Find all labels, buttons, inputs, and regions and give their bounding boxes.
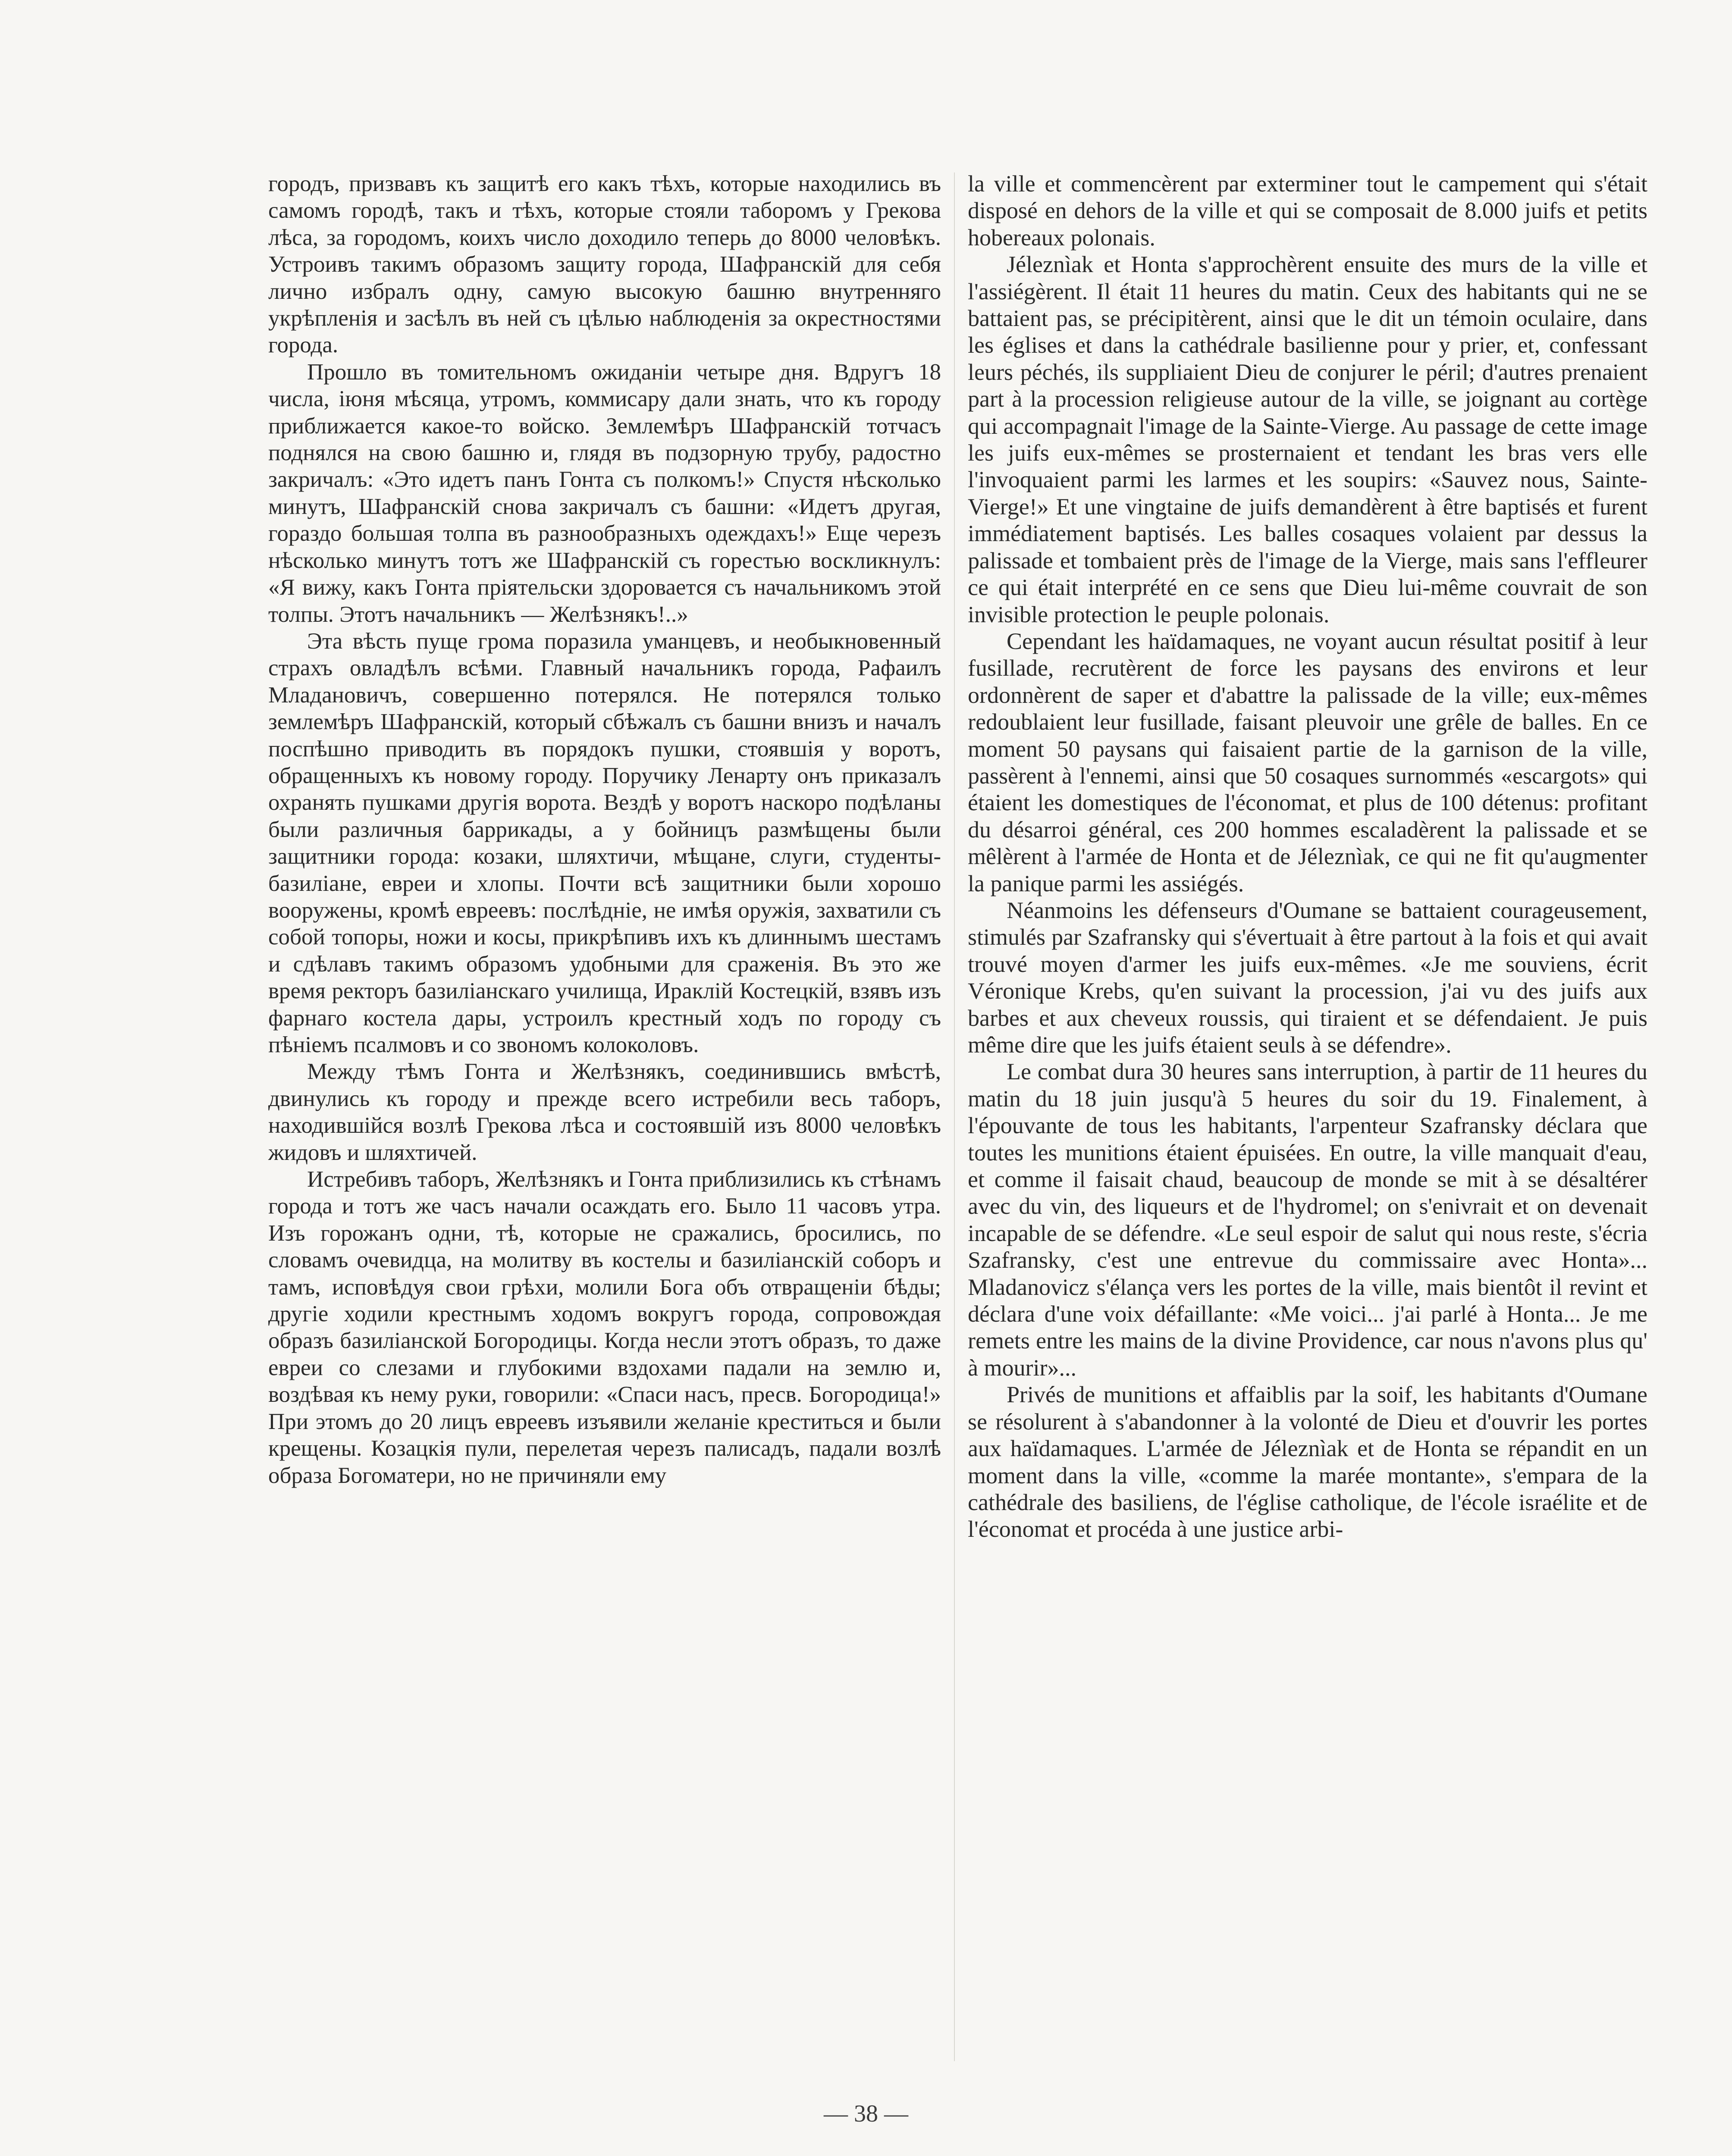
left-column-russian <box>268 170 941 1489</box>
right-paragraph-1: la ville et commencèrent par exterminer tout le campement qui s'était disposé en dehors de la ville et qui se composait de 8.000 juifs et petits hobereaux polonais. <box>968 171 1647 251</box>
right-paragraph-5: Le combat dura 30 heures sans interruption, à partir de 11 heures du matin du 18 juin jusqu'à 5 heures du soir du 19. Finalement, à l'épouvante de tous les habitants, l'arpenteur Szafransky déclara que toutes les munitions étaient épuisées. En outre, la ville manquait d'eau, et comme il faisait chaud, beaucoup de monde se mit à se désaltérer avec du vin, des liqueurs et de l'hydromel; on s'enivrait et on devenait incapable de se défendre. «Le seul espoir de salut qui nous reste, s'écria Szafransky, c'est une entrevue du commissaire avec Honta»... Mladanovicz s'élança vers les portes de la ville, mais bientôt il revint et déclara d'une voix défaillante: «Me voici... j'ai parlé à Honta... Je me remets entre les mains de la divine Providence, car nous n'avons plus qu' à mourir»... <box>968 1059 1647 1381</box>
column-divider <box>954 172 955 2061</box>
left-paragraph-3: Эта вѣсть пуще грома поразила уманцевъ, и необыкновенный страхъ овладѣлъ всѣми. Главный начальникъ города, Рафаилъ Младановичъ, совершенно потерялся. Не потерялся только землемѣръ Шафранскій, который сбѣжалъ съ башни внизъ и началъ поспѣшно приводить въ порядокъ пушки, стоявшія у воротъ, обращенныхъ къ новому городу. Поручику Ленарту онъ приказалъ охранять пушками другія ворота. Вездѣ у воротъ наскоро подѣланы были различныя баррикады, а у бойницъ размѣщены были защитники города: козаки, шляхтичи, мѣщане, слуги, студенты-базиліане, евреи и хлопы. Почти всѣ защитники были хорошо вооружены, кромѣ евреевъ: послѣдніе, не имѣя оружія, захватили съ собой топоры, ножи и косы, прикрѣпивъ ихъ къ длиннымъ шестамъ и сдѣлавъ такимъ образомъ удобными для сраженія. Въ это же время ректоръ базиліанскаго училища, Ираклій Костецкій, взявъ изъ фарнаго костела дары, устроилъ крестный ходъ по городу съ пѣніемъ псалмовъ и со звономъ колоколовъ. <box>268 628 941 1057</box>
right-column-french <box>968 170 1647 1543</box>
right-paragraph-6: Privés de munitions et affaiblis par la soif, les habitants d'Oumane se résolurent à s'abandonner à la volonté de Dieu et d'ouvrir les portes aux haïdamaques. L'armée de Jéleznìak et de Honta se répandit en un moment dans la ville, «comme la marée montante», s'empara de la cathédrale des basiliens, de l'église catholique, de l'école israélite et de l'économat et procéda à une justice arbi- <box>968 1382 1647 1542</box>
right-paragraph-2: Jéleznìak et Honta s'approchèrent ensuite des murs de la ville et l'assiégèrent. Il était 11 heures du matin. Ceux des habitants qui ne se battaient pas, se précipitèrent, ainsi que le dit un témoin oculaire, dans les églises et dans la cathédrale basilienne pour y prier, et, confessant leurs péchés, ils suppliaient Dieu de conjurer le péril; d'autres prenaient part à la procession religieuse autour de la ville, se joignant au cortège qui accompagnait l'image de la Sainte-Vierge. Au passage de cette image les juifs eux-mêmes se prosternaient et tendant les bras vers elle l'invoquaient parmi les larmes et les soupirs: «Sauvez nous, Sainte-Vierge!» Et une vingtaine de juifs demandèrent à être baptisés et furent immédiatement baptisés. Les balles cosaques volaient par dessus la palissade et tombaient près de l'image de la Vierge, mais sans l'effleurer ce qui était interprété en ce sens que Dieu lui-même couvrait de son invisible protection le peuple polonais. <box>968 251 1647 627</box>
left-paragraph-1: городъ, призвавъ къ защитѣ его какъ тѣхъ, которые находились въ самомъ городѣ, такъ и тѣхъ, которые стояли таборомъ у Грекова лѣса, за городомъ, коихъ число доходило теперь до 8000 человѣкъ. Устроивъ такимъ образомъ защиту города, Шафранскій для себя лично избралъ одну, самую высокую башню внутренняго укрѣпленія и засѣлъ въ ней съ цѣлью наблюденія за окрестностями города. <box>268 171 941 358</box>
left-paragraph-4: Между тѣмъ Гонта и Желѣзнякъ, соединившись вмѣстѣ, двинулись къ городу и прежде всего истребили весь таборъ, находившійся возлѣ Грекова лѣса и состоявшій изъ 8000 человѣкъ жидовъ и шляхтичей. <box>268 1059 941 1165</box>
left-paragraph-2: Прошло въ томительномъ ожиданіи четыре дня. Вдругъ 18 числа, іюня мѣсяца, утромъ, коммисару дали знать, что къ городу приближается какое-то войско. Землемѣръ Шафранскій тотчасъ поднялся на свою башню и, глядя въ подзорную трубу, радостно закричалъ: «Это идетъ панъ Гонта съ полкомъ!» Спустя нѣсколько минутъ, Шафранскій снова закричалъ съ башни: «Идетъ другая, гораздо большая толпа въ разнообразныхъ одеждахъ!» Еще черезъ нѣсколько минутъ тотъ же Шафранскій съ горестью воскликнулъ: «Я вижу, какъ Гонта пріятельски здоровается съ начальникомъ этой толпы. Этотъ начальникъ — Желѣзнякъ!..» <box>268 359 941 627</box>
page-number: — 38 — <box>824 2100 908 2127</box>
left-paragraph-5: Истребивъ таборъ, Желѣзнякъ и Гонта приблизились къ стѣнамъ города и тотъ же часъ начали осаждать его. Было 11 часовъ утра. Изъ горожанъ одни, тѣ, которые не сражались, бросились, по словамъ очевидца, на молитву въ костелы и базиліанскій соборъ и тамъ, исповѣдуя свои грѣхи, молили Бога объ отвращеніи бѣды; другіе ходили крестнымъ ходомъ вокругъ города, сопровождая образъ базиліанской Богородицы. Когда несли этотъ образъ, то даже евреи со слезами и глубокими вздохами падали на землю и, воздѣвая къ нему руки, говорили: «Спаси насъ, пресв. Богородица!» При этомъ до 20 лицъ евреевъ изъявили желаніе креститься и были крещены. Козацкія пули, перелетая черезъ палисадъ, падали возлѣ образа Богоматери, но не причиняли ему <box>268 1167 941 1488</box>
right-paragraph-4: Néanmoins les défenseurs d'Oumane se battaient courageusement, stimulés par Szafransky qui s'évertuait à être partout à la fois et qui avait trouvé moyen d'armer les juifs eux-mêmes. «Je me souviens, écrit Véronique Krebs, qu'en suivant la procession, j'ai vu des juifs aux barbes et aux cheveux roussis, qui tiraient et se défendaient. Je puis même dire que les juifs étaient seuls à se défendre». <box>968 897 1647 1058</box>
right-paragraph-3: Cependant les haïdamaques, ne voyant aucun résultat positif à leur fusillade, recrutèrent de force les paysans des environs et leur ordonnèrent de saper et d'abattre la palissade de la ville; eux-mêmes redoublaient leur fusillade, faisant pleuvoir une grêle de balles. En ce moment 50 paysans qui faisaient partie de la garnison de la ville, passèrent à l'ennemi, ainsi que 50 cosaques surnommés «escargots» qui étaient les domestiques de l'économat, et plus de 100 détenus: profitant du désarroi général, ces 200 hommes escaladèrent la palissade et se mêlèrent à l'armée de Honta et de Jéleznìak, ce qui ne fit qu'augmenter la panique parmi les assiégés. <box>968 628 1647 896</box>
